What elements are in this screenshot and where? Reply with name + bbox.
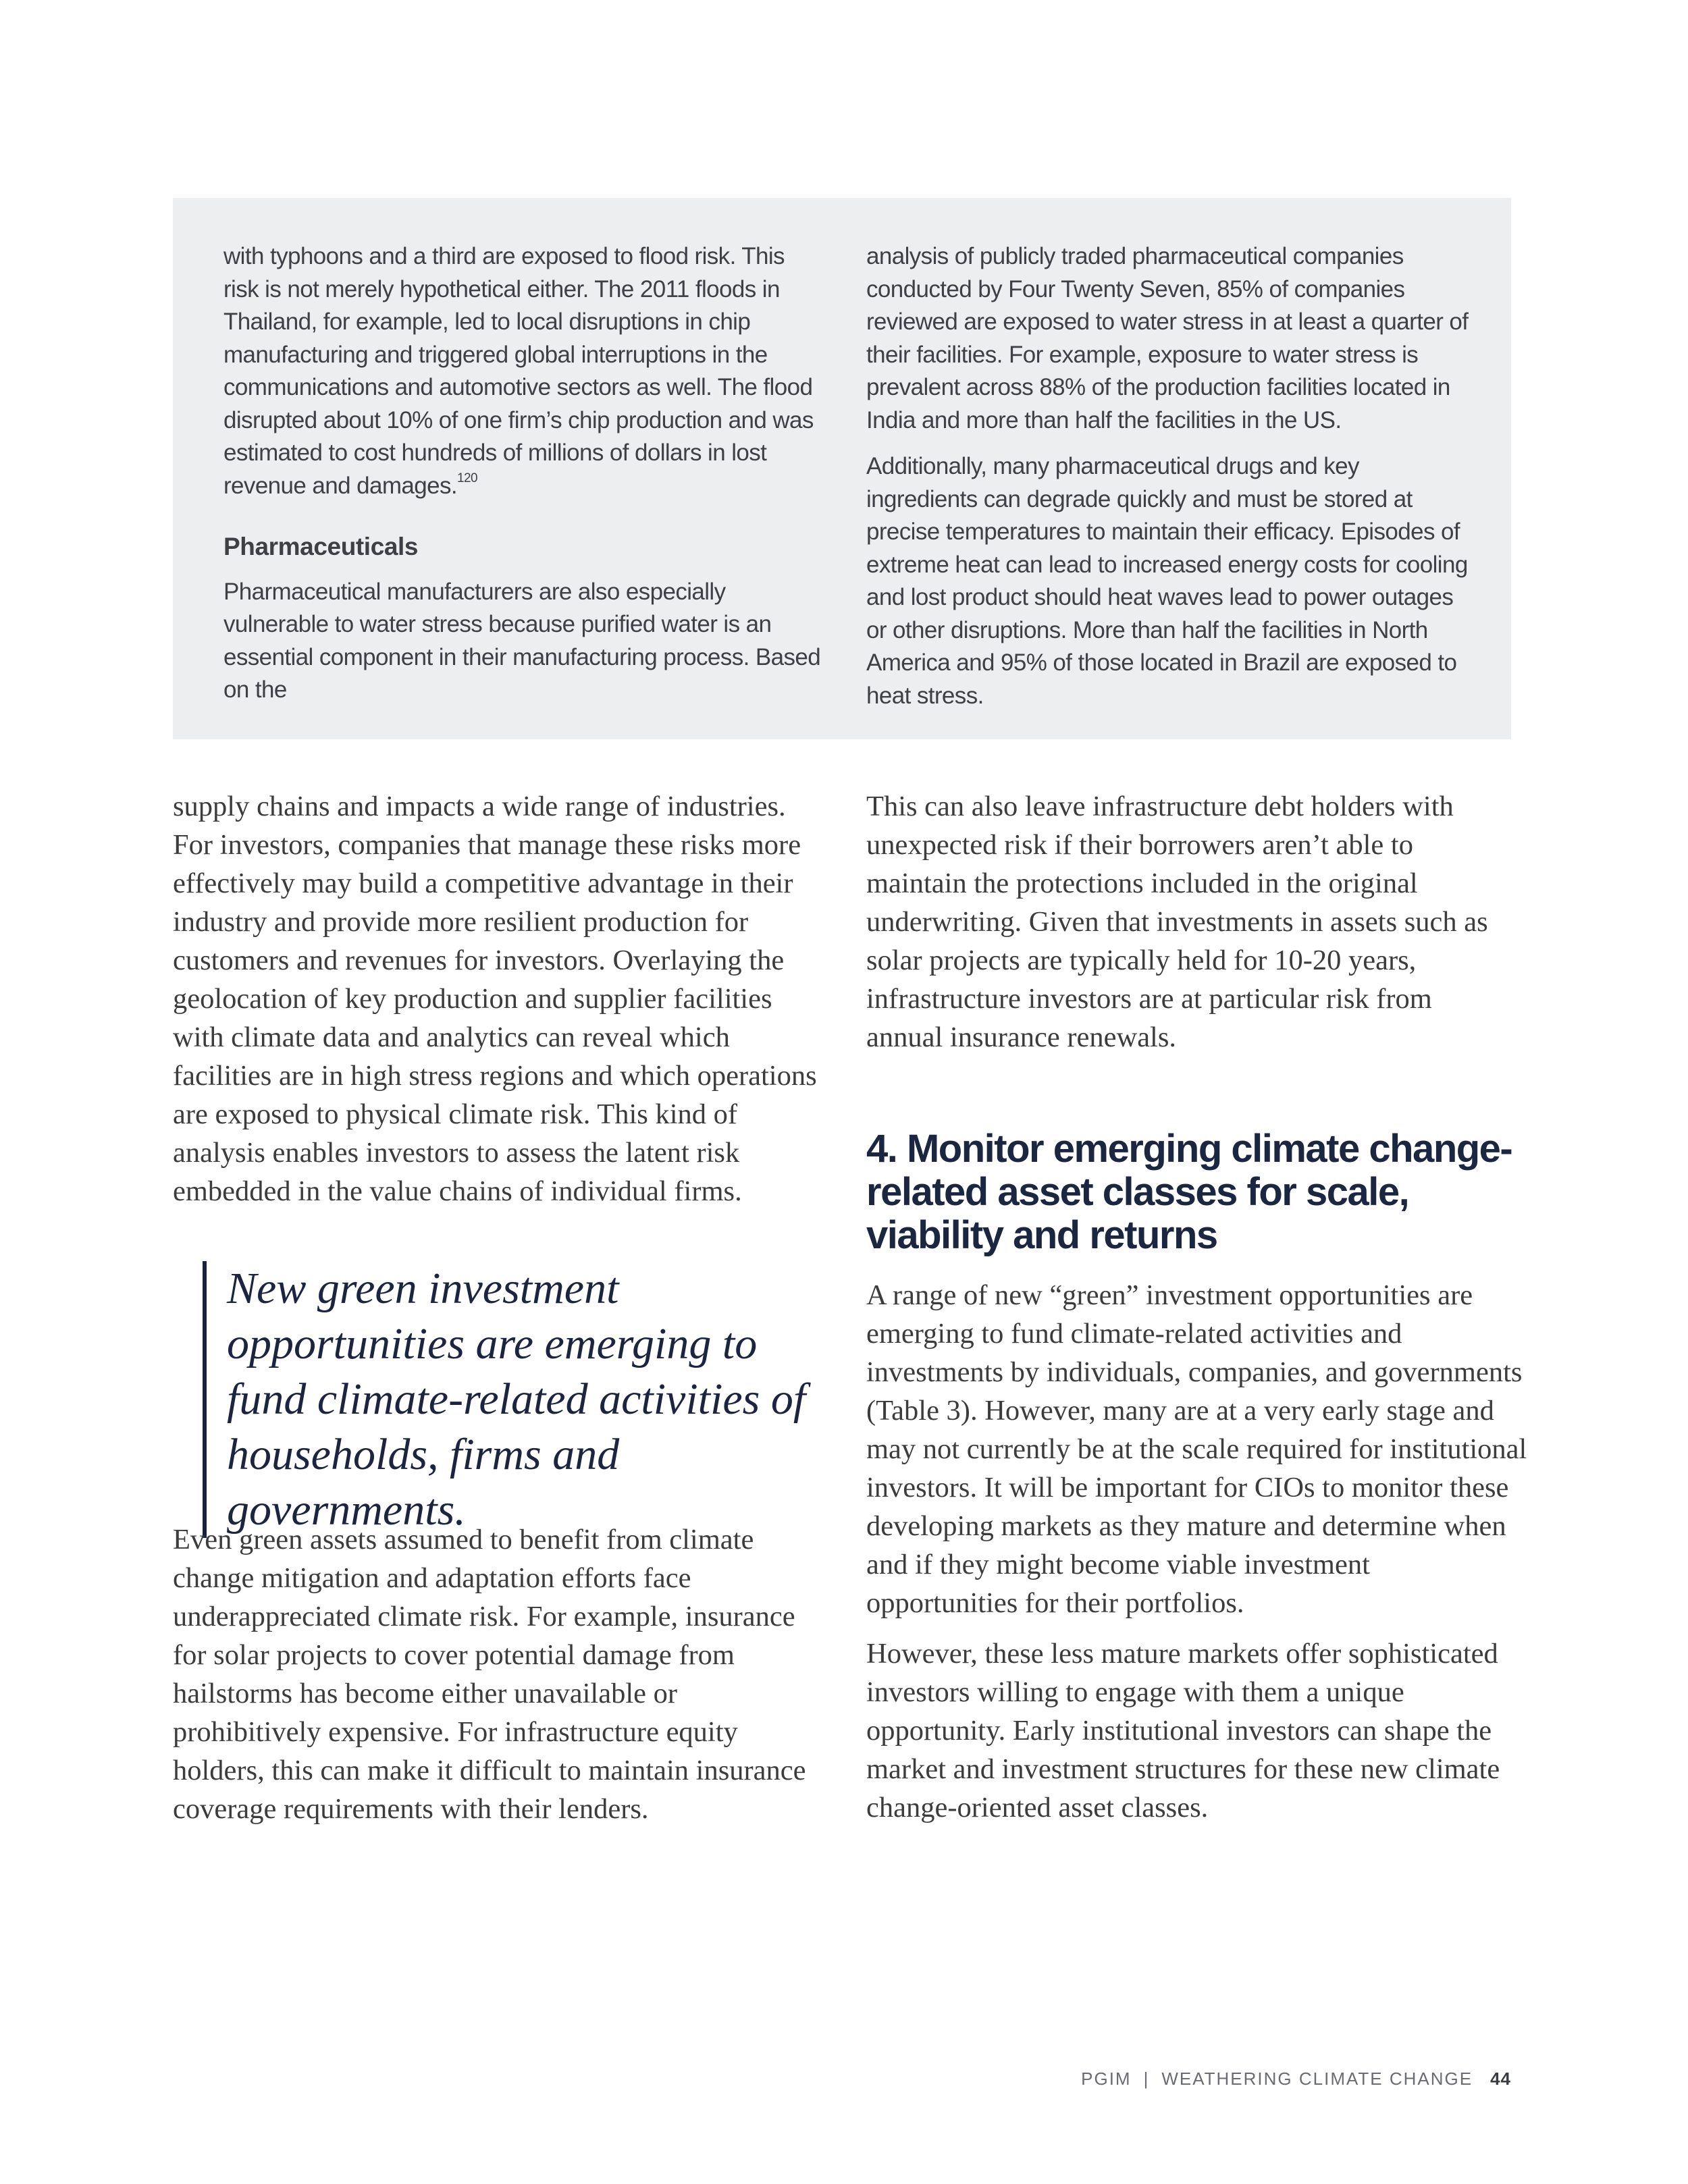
body-paragraph: However, these less mature markets offer sophisticated investors willing to engage with them a unique opportunity. Early institutional investors can shape the market and investment structures for these new climate change-oriented asset classes. — [866, 1638, 1500, 1823]
callout-subheading: Pharmaceuticals — [223, 533, 419, 560]
callout-paragraph: Additionally, many pharmaceutical drugs and key ingredients can degrade quickly and must be stored at precise temperatures to maintain their efficacy. Episodes of extreme heat can lead to increased energy costs for cooling and lost product should heat waves lead to power outages or other disruptions. More than half the facilities in North America and 95% of those located in Brazil are exposed to heat stress. — [866, 453, 1468, 709]
callout-paragraph: analysis of publicly traded pharmaceutical companies conducted by Four Twenty Seven, 85% of companies reviewed are exposed to water stress in at least a quarter of their facilities. For example, exposure to water stress is prevalent across 88% of the production facilities located in India and more than half the facilities in the US. — [866, 243, 1469, 433]
page-number: 44 — [1490, 2069, 1511, 2089]
left-column-body — [173, 787, 821, 1223]
callout-text: with typhoons and a third are exposed to flood risk. This risk is not merely hypothetical either. The 2011 floods in Thailand, for example, led to local disruptions in chip manufacturing and triggered global interruptions in the communications and automotive sectors as well. The flood disrupted about 10% of one firm’s chip production and was estimated to cost hundreds of millions of dollars in lost revenue and damages. — [223, 243, 814, 499]
footnote-reference: 120 — [457, 471, 477, 485]
callout-left-column — [223, 240, 824, 720]
page-footer — [1081, 2069, 1511, 2089]
body-paragraph: supply chains and impacts a wide range of industries. For investors, companies that manage these risks more effectively may build a competitive advantage in their industry and provide more resilient production for customers and revenues for investors. Overlaying the geolocation of key production and supplier facilities with climate data and analytics can reveal which facilities are in high stress regions and which operations are exposed to physical climate risk. This kind of analysis enables investors to assess the latent risk embedded in the value chains of individual firms. — [173, 791, 817, 1207]
footer-separator: | — [1143, 2069, 1150, 2089]
body-paragraph: This can also leave infrastructure debt holders with unexpected risk if their borrowers aren’t able to maintain the protections included in the original underwriting. Given that investments in assets such as solar projects are typically held for 10-20 years, infrastructure investors are at particular risk from annual insurance renewals. — [866, 791, 1488, 1053]
right-column-body — [866, 787, 1514, 1069]
body-paragraph: A range of new “green” investment opportunities are emerging to fund climate-related activities and investments by individuals, companies, and governments (Table 3). However, many are at a very early stage and may not currently be at the scale required for institutional investors. It will be important for CIOs to monitor these developing markets as they mature and determine when and if they might become viable investment opportunities for their portfolios. — [866, 1279, 1527, 1619]
callout-paragraph: Pharmaceutical manufacturers are also especially vulnerable to water stress because purified water is an essential component in their manufacturing process. Based on the — [223, 578, 821, 703]
body-paragraph: Even green assets assumed to benefit from climate change mitigation and adaptation efforts face underappreciated climate risk. For example, insurance for solar projects to cover potential damage from hailstorms has become either unavailable or prohibitively expensive. For infrastructure equity holders, this can make it difficult to maintain insurance coverage requirements with their lenders. — [173, 1524, 806, 1825]
left-column-body-lower — [173, 1520, 821, 1840]
callout-paragraph — [223, 240, 824, 502]
pull-quote: New green investment opportunities are emerging to fund climate-related activities of households, firms and governments. — [203, 1261, 835, 1538]
callout-right-column — [866, 240, 1474, 726]
right-column-body-lower — [866, 1276, 1528, 1839]
footer-report-title: WEATHERING CLIMATE CHANGE — [1161, 2069, 1473, 2089]
footer-brand: PGIM — [1081, 2069, 1132, 2089]
section-heading: 4. Monitor emerging climate change-related asset classes for scale, viability and returns — [866, 1127, 1512, 1257]
